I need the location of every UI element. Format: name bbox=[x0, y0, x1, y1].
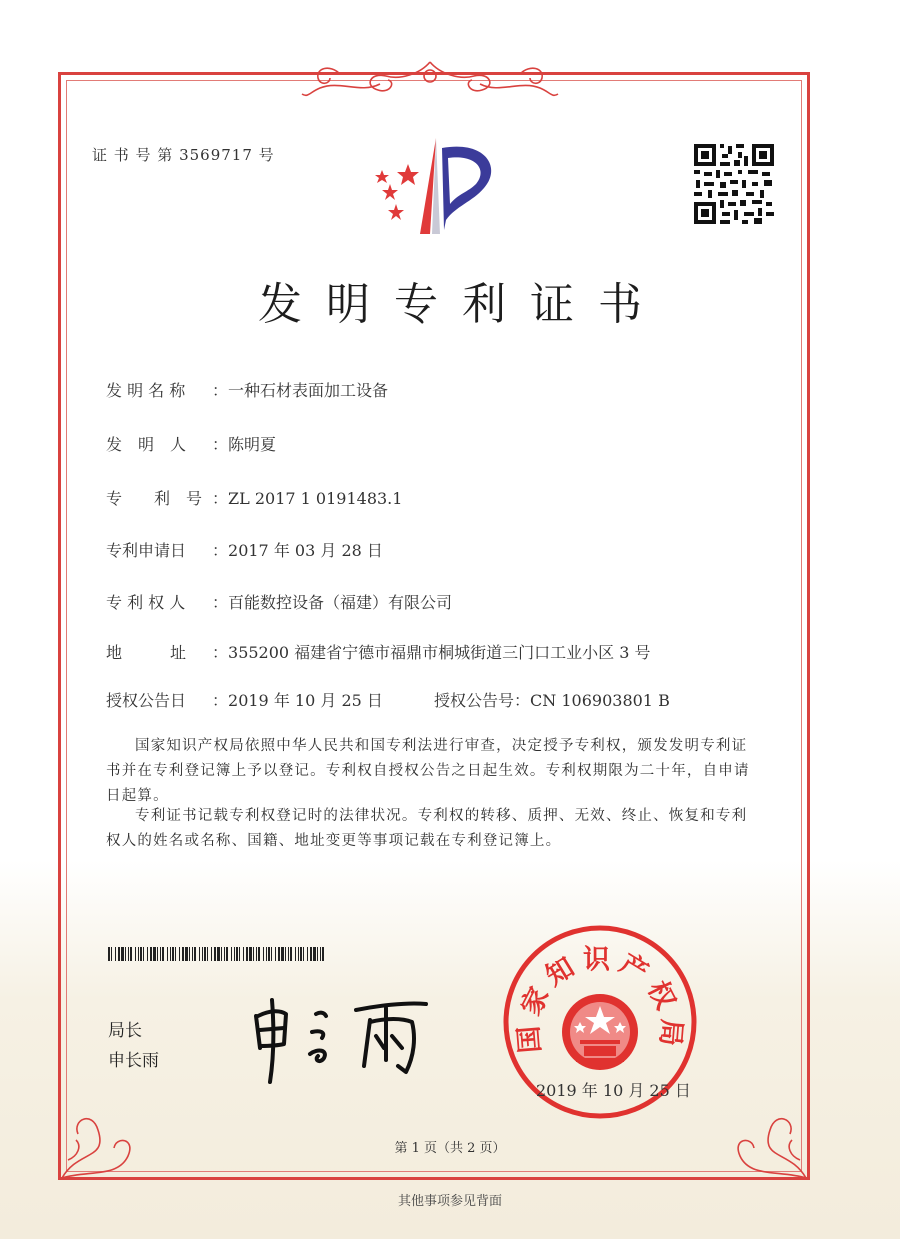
seal-text: 国家知识产权局 bbox=[512, 944, 688, 1055]
top-ornament bbox=[300, 54, 560, 100]
qr-code-icon bbox=[692, 142, 776, 226]
corner-ornament-bottom-right bbox=[720, 1090, 810, 1182]
field-value: ZL 2017 1 0191483.1 bbox=[228, 489, 403, 508]
field-patent-number: 专 利 号 ：ZL 2017 1 0191483.1 bbox=[106, 486, 402, 509]
field-value: 2019 年 10 月 25 日 bbox=[228, 691, 383, 710]
certificate-title: 发明专利证书 bbox=[258, 279, 666, 330]
field-label: 发 明 人 bbox=[106, 435, 187, 454]
field-value: CN 106903801 B bbox=[530, 691, 670, 710]
field-value: 一种石材表面加工设备 bbox=[228, 381, 389, 400]
paragraph-legal-status: 专利证书记载专利权登记时的法律状况。专利权的转移、质押、无效、终止、恢复和专利权人的姓名或名称、国籍、地址变更等事项记载在专利登记簿上。 bbox=[106, 808, 748, 849]
field-label: 授权公告号 bbox=[434, 691, 515, 710]
field-grant-date: 授权公告日 ：2019 年 10 月 25 日 bbox=[106, 688, 383, 711]
national-emblem-icon bbox=[562, 994, 638, 1070]
director-title: 局长 bbox=[108, 1021, 142, 1041]
field-patentee: 专 利 权 人 ：百能数控设备（福建）有限公司 bbox=[106, 590, 452, 613]
barcode-icon bbox=[108, 947, 328, 961]
director-signature bbox=[246, 986, 446, 1086]
field-value: 百能数控设备（福建）有限公司 bbox=[228, 593, 453, 612]
director-name: 申长雨 bbox=[108, 1051, 159, 1071]
field-address: 地 址 ：355200 福建省宁德市福鼎市桐城街道三门口工业小区 3 号 bbox=[106, 640, 651, 663]
certificate-number: 证 书 号 第 3569717 号 bbox=[92, 146, 275, 164]
footer-note: 其他事项参见背面 bbox=[397, 1194, 502, 1209]
page-number: 第 1 页（共 2 页） bbox=[394, 1141, 506, 1156]
field-label: 专利申请日 bbox=[106, 541, 187, 560]
field-grant-number: 授权公告号：CN 106903801 B bbox=[434, 691, 670, 710]
patent-office-logo-icon bbox=[366, 134, 516, 238]
field-invention-name: 发 明 名 称 ：一种石材表面加工设备 bbox=[106, 378, 388, 401]
field-label: 专 利 权 人 bbox=[106, 593, 186, 612]
field-label: 授权公告日 bbox=[106, 691, 187, 710]
corner-ornament-bottom-left bbox=[58, 1090, 148, 1182]
field-value: 陈明夏 bbox=[228, 435, 277, 454]
seal-date: 2019 年 10 月 25 日 bbox=[536, 1081, 691, 1100]
field-value: 2017 年 03 月 28 日 bbox=[228, 541, 383, 560]
field-inventor: 发 明 人 ：陈明夏 bbox=[106, 432, 276, 455]
field-label: 专 利 号 bbox=[106, 489, 203, 508]
field-label: 地 址 bbox=[106, 643, 187, 662]
field-value: 355200 福建省宁德市福鼎市桐城街道三门口工业小区 3 号 bbox=[228, 643, 651, 662]
paragraph-grant-statement: 国家知识产权局依照中华人民共和国专利法进行审查，决定授予专利权，颁发发明专利证书并在专利登记簿上予以登记。专利权自授权公告之日起生效。专利权期限为二十年，自申请日起算。 bbox=[106, 738, 750, 804]
field-label: 发 明 名 称 bbox=[106, 381, 186, 400]
field-application-date: 专利申请日 ：2017 年 03 月 28 日 bbox=[106, 538, 383, 561]
